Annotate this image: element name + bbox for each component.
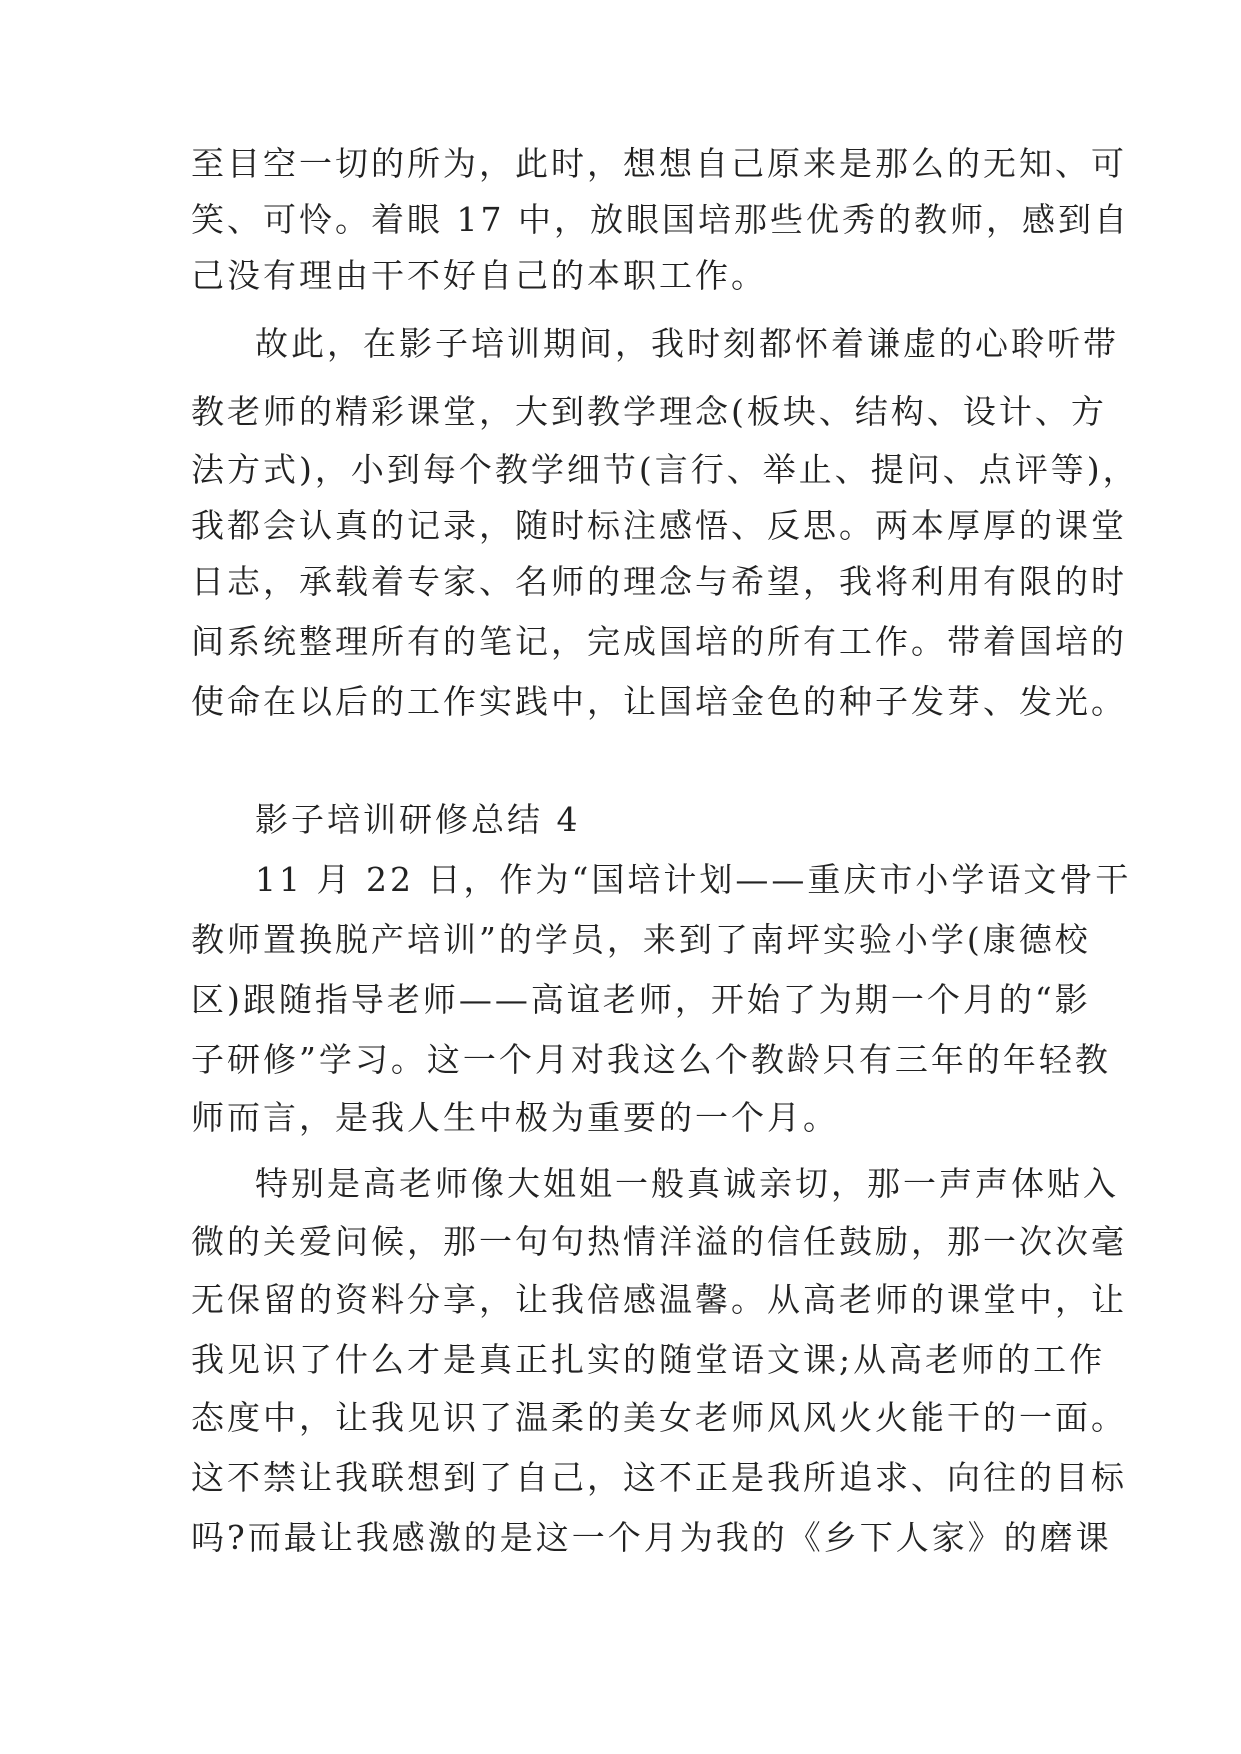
text-line: 间系统整理所有的笔记，完成国培的所有工作。带着国培的 xyxy=(191,622,1127,661)
text-line: 故此，在影子培训期间，我时刻都怀着谦虚的心聆听带 xyxy=(255,324,1119,363)
text-line: 己没有理由干不好自己的本职工作。 xyxy=(191,256,767,295)
text-line: 无保留的资料分享，让我倍感温馨。从高老师的课堂中，让 xyxy=(191,1280,1127,1319)
text-line: 日志，承载着专家、名师的理念与希望，我将利用有限的时 xyxy=(191,562,1127,601)
document-body xyxy=(191,0,1139,1754)
text-line: 我都会认真的记录，随时标注感悟、反思。两本厚厚的课堂 xyxy=(191,506,1127,545)
text-line: 教师置换脱产培训”的学员，来到了南坪实验小学(康德校 xyxy=(191,920,1091,959)
text-line: 教老师的精彩课堂，大到教学理念(板块、结构、设计、方 xyxy=(191,392,1107,431)
text-line: 至目空一切的所为，此时，想想自己原来是那么的无知、可 xyxy=(191,144,1127,183)
text-line: 子研修”学习。这一个月对我这么个教龄只有三年的年轻教 xyxy=(191,1040,1111,1079)
text-line: 使命在以后的工作实践中，让国培金色的种子发芽、发光。 xyxy=(191,682,1127,721)
text-line: 微的关爱问候，那一句句热情洋溢的信任鼓励，那一次次毫 xyxy=(191,1222,1127,1261)
text-line: 区)跟随指导老师——高谊老师，开始了为期一个月的“影 xyxy=(191,980,1091,1019)
text-line: 吗?而最让我感激的是这一个月为我的《乡下人家》的磨课 xyxy=(191,1518,1112,1557)
text-line: 笑、可怜。着眼 17 中，放眼国培那些优秀的教师，感到自 xyxy=(191,200,1130,239)
section-heading: 影子培训研修总结 4 xyxy=(255,800,581,839)
text-line: 师而言，是我人生中极为重要的一个月。 xyxy=(191,1098,839,1137)
text-line: 特别是高老师像大姐姐一般真诚亲切，那一声声体贴入 xyxy=(255,1164,1119,1203)
text-line: 11 月 22 日，作为“国培计划——重庆市小学语文骨干 xyxy=(255,860,1132,899)
text-line: 法方式)，小到每个教学细节(言行、举止、提问、点评等)， xyxy=(191,450,1139,489)
text-line: 态度中，让我见识了温柔的美女老师风风火火能干的一面。 xyxy=(191,1398,1127,1437)
text-line: 这不禁让我联想到了自己，这不正是我所追求、向往的目标 xyxy=(191,1458,1127,1497)
text-line: 我见识了什么才是真正扎实的随堂语文课;从高老师的工作 xyxy=(191,1340,1106,1379)
